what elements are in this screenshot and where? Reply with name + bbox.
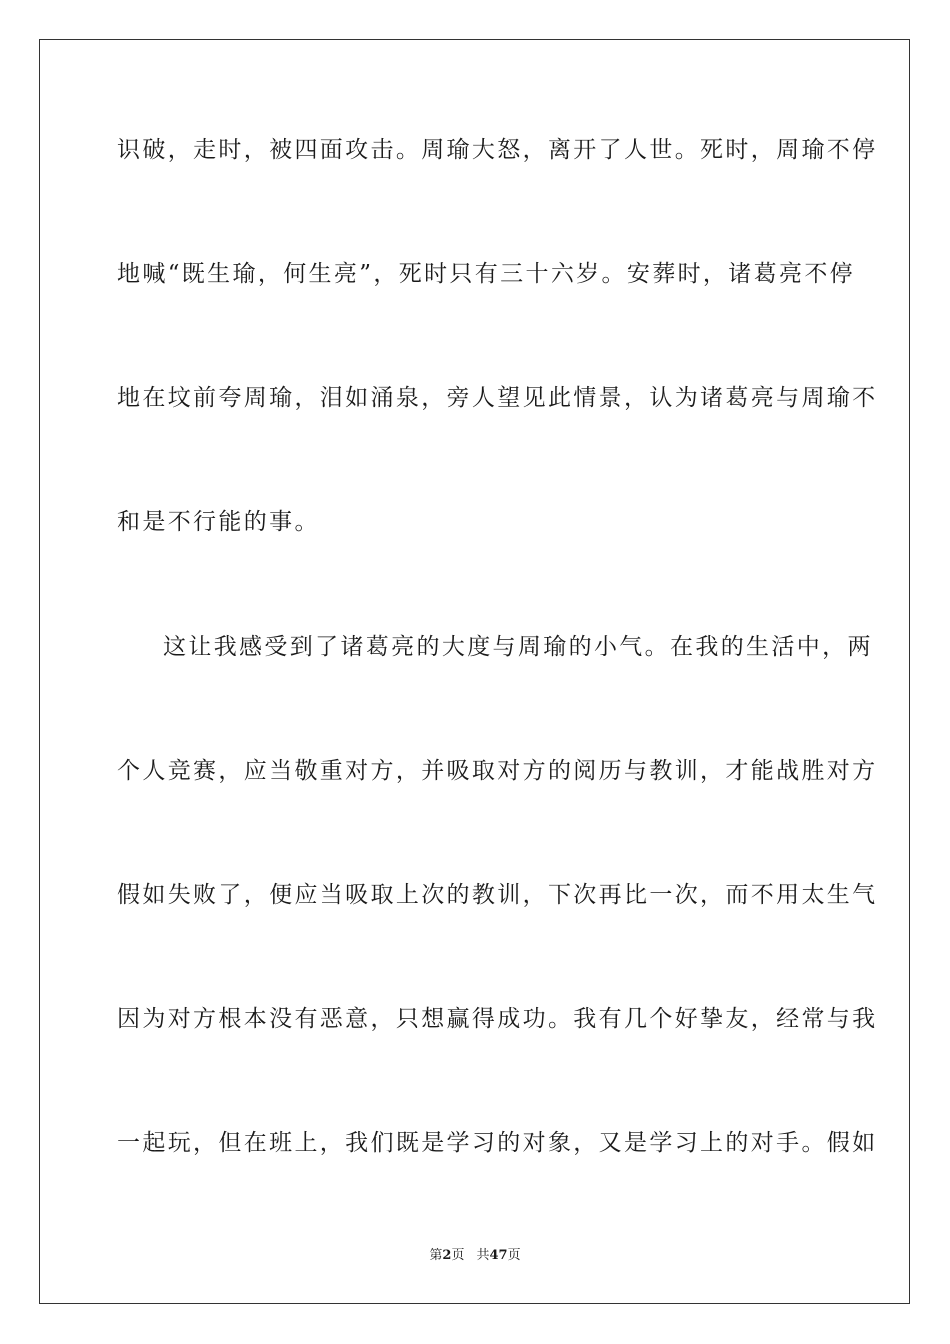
body-line-6: 个人竞赛，应当敬重对方，并吸取对方的阅历与教训，才能战胜对方 xyxy=(117,758,878,784)
body-line-8: 因为对方根本没有恶意，只想赢得成功。我有几个好挚友，经常与我 xyxy=(117,1006,878,1032)
page-suffix: 页 xyxy=(451,1248,465,1263)
page-footer xyxy=(0,1246,950,1266)
total-pages: 47 xyxy=(489,1248,508,1263)
total-suffix: 页 xyxy=(507,1248,521,1263)
body-line-2: 地喊“既生瑜，何生亮”，死时只有三十六岁。安葬时，诸葛亮不停 xyxy=(117,261,856,287)
page-prefix: 第 xyxy=(429,1248,443,1263)
body-line-3: 地在坟前夸周瑜，泪如涌泉，旁人望见此情景，认为诸葛亮与周瑜不 xyxy=(117,385,878,411)
page-border xyxy=(39,39,910,1304)
body-line-5: 这让我感受到了诸葛亮的大度与周瑜的小气。在我的生活中，两 xyxy=(163,634,873,660)
body-line-9: 一起玩，但在班上，我们既是学习的对象，又是学习上的对手。假如 xyxy=(117,1130,878,1156)
total-prefix: 共 xyxy=(476,1248,490,1263)
body-line-7: 假如失败了，便应当吸取上次的教训，下次再比一次，而不用太生气 xyxy=(117,882,878,908)
page-number: 2 xyxy=(442,1248,452,1263)
body-line-4: 和是不行能的事。 xyxy=(117,509,320,535)
body-line-1: 识破，走时，被四面攻击。周瑜大怒，离开了人世。死时，周瑜不停 xyxy=(117,137,878,163)
